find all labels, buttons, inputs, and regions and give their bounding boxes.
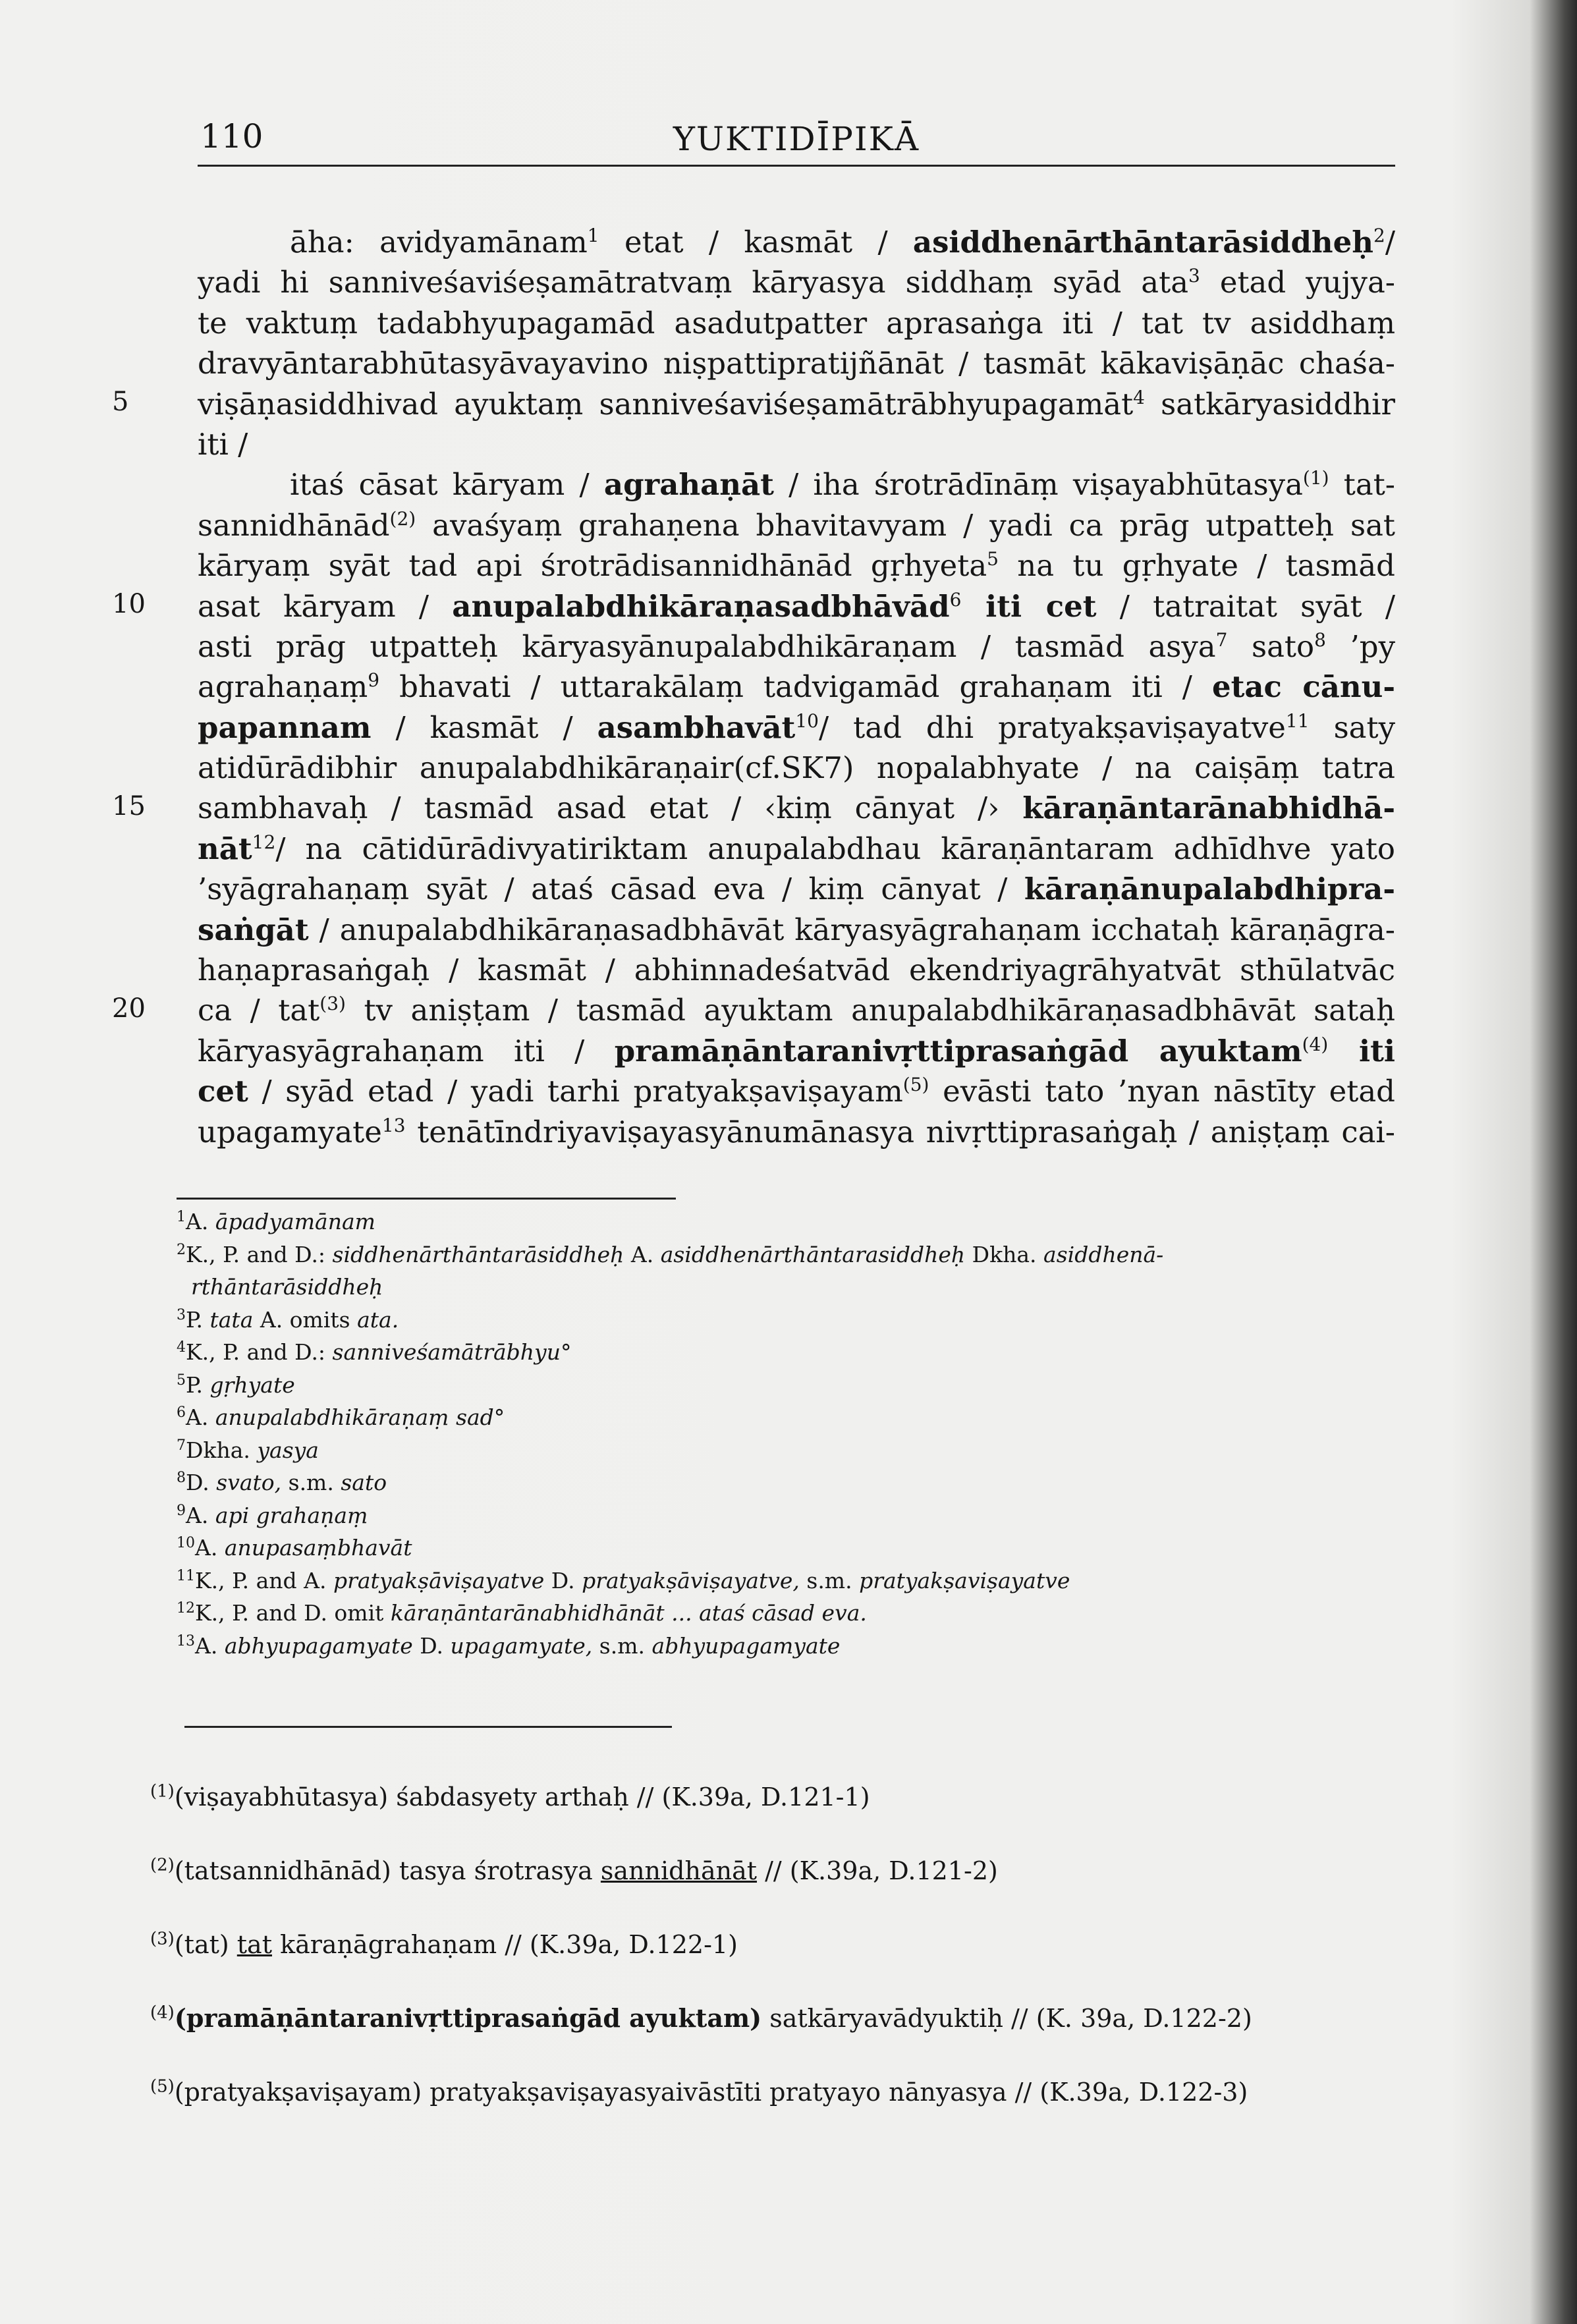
text-run: kāraṇāgrahaṇam // (K.39a, D.122-1) (271, 1930, 738, 1959)
roman-text: s.m. (281, 1470, 341, 1495)
text-run: agrahaṇaṃ (198, 669, 368, 705)
footnote (177, 1597, 1362, 1630)
text-run: itaś cāsat kāryam / (290, 467, 604, 503)
commentary-note (150, 2000, 1369, 2074)
footnote (177, 1271, 1362, 1304)
text-line (198, 1112, 1395, 1152)
bold-text: kāraṇānupalabdhipra- (1024, 872, 1395, 907)
text-run: pratyakṣaviṣayatve (859, 1567, 1070, 1593)
superscript-marker: (4) (150, 2003, 175, 2023)
text-run: tata (209, 1306, 254, 1333)
text-run: upagamyate (198, 1114, 382, 1149)
footnote (177, 1304, 1362, 1337)
superscript-marker: (1) (1302, 467, 1329, 489)
superscript-marker: 7 (1215, 628, 1228, 651)
superscript-marker: 11 (1285, 709, 1310, 732)
text-run: te vaktuṃ tadabhyupagamād asadutpatter aprasaṅga iti / tat tv asiddhaṃ (198, 305, 1395, 341)
text-run: / syād etad / yadi tarhi pratyakṣaviṣayam (248, 1074, 903, 1109)
text-run: ata. (357, 1306, 399, 1333)
text-run: asti prāg utpatteḥ kāryasyānupalabdhikāraṇam / tasmād asya (198, 628, 1216, 664)
page-header (198, 117, 1395, 167)
text-run: atidūrādibhir anupalabdhikāraṇair(cf.SK7) nopalabhyate / na caiṣāṃ tatra (198, 750, 1395, 786)
bold-text: cet (198, 1074, 248, 1109)
text-line (198, 1031, 1395, 1071)
text-line (198, 788, 1395, 828)
text-run: na tu gṛhyate / tasmād (999, 548, 1395, 584)
text-line (198, 990, 1395, 1030)
bold-text: papannam (198, 709, 372, 745)
text-run: svato, (216, 1470, 282, 1495)
text-run: (viṣayabhūtasya) śabdasyety arthaḥ // (K.39a, D.121-1) (174, 1783, 870, 1812)
superscript-marker: 12 (177, 1600, 195, 1617)
text-run: satkāryasiddhir (1145, 386, 1396, 422)
superscript-marker: 1 (587, 225, 599, 246)
text-run: gṛhyate (209, 1371, 295, 1398)
text-line (198, 748, 1395, 788)
line-number: 20 (112, 993, 146, 1024)
text-run: sannidhānād (198, 507, 390, 543)
text-run: (pratyakṣaviṣayam) pratyakṣaviṣayasyaivāstīti pratyayo nānyasya // (K.39a, D.122-3) (174, 2078, 1248, 2107)
text-run: sato (1227, 628, 1315, 664)
footnote (177, 1564, 1362, 1597)
roman-text: D. (412, 1632, 451, 1659)
text-run: sato (341, 1470, 387, 1495)
text-run: āpadyamānam (215, 1209, 375, 1234)
text-run: / anupalabdhikāraṇasadbhāvāt kāryasyāgrahaṇam icchataḥ kāraṇāgra- (308, 912, 1395, 947)
commentary-notes (150, 1779, 1369, 2147)
bold-text: agrahaṇāt (603, 467, 774, 503)
bold-text: iti cet (961, 588, 1097, 624)
text-line (198, 505, 1395, 545)
text-run: pratyakṣāviṣayatve, (582, 1567, 800, 1593)
roman-text: s.m. (799, 1567, 860, 1593)
text-line (198, 1071, 1395, 1111)
superscript-marker: 8 (1314, 628, 1326, 651)
roman-text: K., P. and D.: (186, 1339, 333, 1365)
text-run: haṇaprasaṅgaḥ / kasmāt / abhinnadeśatvād ekendriyagrāhyatvāt sthūlatvāc (198, 953, 1395, 988)
bold-text: (pramāṇāntaranivṛttiprasaṅgād ayuktam) (174, 2003, 762, 2033)
roman-text: A. (186, 1404, 215, 1430)
roman-text: A. (186, 1502, 215, 1528)
text-run: // (K.39a, D.121-2) (757, 1856, 998, 1885)
footnote (177, 1401, 1362, 1434)
bold-text: pramāṇāntaranivṛttiprasaṅgād ayuktam (614, 1033, 1302, 1068)
roman-text: A. (195, 1632, 225, 1659)
variant-footnotes (177, 1205, 1362, 1662)
footnote (177, 1336, 1362, 1369)
superscript-marker: 1 (177, 1209, 186, 1225)
superscript-marker: 11 (177, 1567, 195, 1584)
roman-text: P. (186, 1306, 210, 1333)
text-run: / iha śrotrādīnāṃ viṣayabhūtasya (773, 467, 1303, 503)
text-run: / tad dhi pratyakṣaviṣayatve (818, 709, 1286, 745)
superscript-marker: (3) (150, 1929, 175, 1949)
text-line (198, 667, 1395, 707)
footnote (177, 1205, 1362, 1238)
text-run: asiddhenā- (1043, 1241, 1164, 1267)
text-line (198, 384, 1395, 424)
bold-text: nāt (198, 831, 252, 866)
text-line (198, 910, 1395, 950)
text-run: iti / (198, 426, 248, 462)
text-run: tv aniṣṭam / tasmād ayuktam anupalabdhikāraṇasadbhāvāt sataḥ (345, 993, 1396, 1028)
roman-text: K., P. and A. (195, 1567, 333, 1593)
text-run: avaśyaṃ grahaṇena bhavitavyam / yadi ca prāg utpatteḥ sat (416, 507, 1395, 543)
footnote-separator (177, 1198, 676, 1200)
text-run: tenātīndriyaviṣayasyānumānasya nivṛttiprasaṅgaḥ / aniṣṭaṃ cai- (405, 1114, 1395, 1149)
underlined-text: tat (236, 1930, 272, 1959)
text-run: anupasaṃbhavāt (224, 1535, 412, 1561)
text-run: sanniveśamātrābhyu° (332, 1339, 572, 1365)
commentary-note (150, 1926, 1369, 2000)
text-line (198, 950, 1395, 990)
bold-text: saṅgāt (198, 912, 309, 947)
superscript-marker: (2) (389, 507, 416, 530)
bold-text: etac cānu- (1211, 669, 1396, 705)
text-run: rthāntarāsiddheḥ (191, 1274, 383, 1300)
roman-text: A. (195, 1535, 225, 1561)
superscript-marker: 9 (177, 1502, 186, 1519)
text-line (198, 464, 1395, 505)
footnote (177, 1434, 1362, 1467)
roman-text: K., P. and D. omit (195, 1600, 391, 1626)
roman-text: A. omits (253, 1306, 358, 1333)
superscript-marker: 13 (177, 1632, 195, 1649)
superscript-marker: 4 (1133, 386, 1145, 408)
superscript-marker: 8 (177, 1470, 186, 1486)
superscript-marker: (5) (150, 2076, 175, 2097)
footnote (177, 1466, 1362, 1499)
footnote (177, 1499, 1362, 1532)
superscript-marker: (1) (150, 1781, 175, 1802)
text-run: etat / kasmāt / (599, 225, 913, 260)
footnote (177, 1238, 1362, 1271)
text-line (198, 869, 1395, 909)
roman-text: P. (186, 1371, 210, 1398)
commentary-note (150, 1779, 1369, 1852)
roman-text: K., P. and D.: (186, 1241, 333, 1267)
superscript-marker: 9 (368, 669, 380, 692)
superscript-marker: 2 (177, 1241, 186, 1258)
footnote (177, 1369, 1362, 1402)
text-run: (tat) (174, 1930, 237, 1959)
superscript-marker: 2 (1373, 225, 1385, 246)
text-run: asat kāryam / (198, 588, 453, 624)
text-run: yasya (257, 1437, 319, 1463)
superscript-marker: 6 (177, 1404, 186, 1421)
text-run: saty (1309, 709, 1395, 745)
text-run: āha: avidyamānam (290, 225, 588, 260)
superscript-marker: (5) (902, 1074, 929, 1096)
bold-text: kāraṇāntarānabhidhā- (1022, 790, 1395, 826)
bold-text: asambhavāt (597, 709, 796, 745)
text-line (198, 222, 1395, 262)
text-run: abhyupagamyate (224, 1632, 413, 1659)
superscript-marker: 13 (381, 1114, 406, 1136)
superscript-marker: 5 (177, 1371, 186, 1389)
text-run: siddhenārthāntarāsiddheḥ (332, 1241, 624, 1267)
text-run: / (1385, 225, 1395, 260)
superscript-marker: (4) (1302, 1033, 1329, 1055)
text-run: satkāryavādyuktiḥ // (K. 39a, D.122-2) (761, 2004, 1252, 2033)
text-run: dravyāntarabhūtasyāvayavino niṣpattipratijñānāt / tasmāt kākaviṣāṇāc chaśa- (198, 346, 1395, 381)
page-number: 110 (200, 117, 263, 155)
text-run: / tatraitat syāt / (1096, 588, 1396, 624)
text-line (198, 829, 1395, 869)
line-number: 15 (112, 791, 146, 821)
text-run: (tatsannidhānād) tasya śrotrasya (174, 1856, 601, 1885)
text-run: kāraṇāntarānabhidhānāt ... ataś cāsad eva. (390, 1600, 867, 1626)
text-line (198, 545, 1395, 586)
roman-text: D. (544, 1567, 582, 1593)
text-line (198, 303, 1395, 343)
text-run: evāsti tato ’nyan nāstīty etad (929, 1074, 1395, 1109)
superscript-marker: 3 (177, 1306, 186, 1323)
superscript-marker: 5 (987, 548, 999, 570)
roman-text: A. (624, 1241, 661, 1267)
text-run: etad yujya- (1200, 265, 1395, 300)
text-run: sambhavaḥ / tasmād asad etat / ‹kiṃ cānyat /› (198, 790, 1023, 826)
text-run: api grahaṇaṃ (215, 1502, 368, 1528)
text-line (198, 586, 1395, 626)
text-run: / na cātidūrādivyatiriktam anupalabdhau kāraṇāntaram adhīdhve yato (275, 831, 1395, 866)
text-run: ’py (1325, 628, 1395, 664)
text-run: upagamyate, (450, 1632, 593, 1659)
text-run: ’syāgrahaṇaṃ syāt / ataś cāsad eva / kiṃ cānyat / (198, 872, 1024, 907)
roman-text: Dkha. (965, 1241, 1044, 1267)
text-line (198, 707, 1395, 748)
roman-text: Dkha. (186, 1437, 258, 1463)
underlined-text: sannidhānāt (600, 1856, 758, 1885)
text-run: viṣāṇasiddhivad ayuktaṃ sanniveśaviśeṣamātrābhyupagamāt (198, 386, 1134, 422)
text-line (198, 626, 1395, 667)
text-line (198, 424, 1395, 464)
superscript-marker: 3 (1188, 265, 1200, 287)
text-run: bhavati / uttarakālaṃ tadvigamād grahaṇam iti / (379, 669, 1212, 705)
line-number: 10 (112, 589, 146, 619)
footnote (177, 1630, 1362, 1663)
superscript-marker: 4 (177, 1339, 186, 1356)
superscript-marker: 10 (177, 1535, 195, 1551)
notes-separator (184, 1726, 672, 1728)
commentary-note (150, 2074, 1369, 2147)
bold-text: anupalabdhikāraṇasadbhāvād (452, 588, 950, 624)
main-text-block (198, 222, 1395, 1152)
text-run: ca / tat (198, 993, 320, 1028)
bold-text: iti (1328, 1033, 1395, 1068)
text-run: tat- (1329, 467, 1395, 503)
text-run: asiddhenārthāntarasiddheḥ (660, 1241, 966, 1267)
bold-text: asiddhenārthāntarāsiddheḥ (912, 225, 1373, 260)
text-line (198, 262, 1395, 302)
roman-text: s.m. (592, 1632, 652, 1659)
text-run: yadi hi sanniveśaviśeṣamātratvaṃ kāryasya siddhaṃ syād ata (198, 265, 1189, 300)
text-run: pratyakṣāviṣayatve (333, 1567, 545, 1593)
text-run: kāryaṃ syāt tad api śrotrādisannidhānād gṛhyeta (198, 548, 987, 584)
footnote (177, 1532, 1362, 1564)
superscript-marker: 6 (949, 588, 962, 611)
superscript-marker: 10 (795, 709, 819, 732)
text-run: / kasmāt / (371, 709, 597, 745)
superscript-marker: 7 (177, 1437, 186, 1454)
line-number: 5 (112, 387, 129, 417)
superscript-marker: 12 (252, 831, 276, 853)
text-line (198, 343, 1395, 383)
text-run: anupalabdhikāraṇaṃ sad° (215, 1404, 505, 1430)
commentary-note (150, 1852, 1369, 1926)
superscript-marker: (2) (150, 1855, 175, 1875)
roman-text: D. (186, 1470, 217, 1495)
text-run: abhyupagamyate (651, 1632, 841, 1659)
roman-text: A. (186, 1209, 215, 1234)
text-run: kāryasyāgrahaṇam iti / (198, 1033, 615, 1068)
superscript-marker: (3) (319, 993, 346, 1015)
running-title: YUKTIDĪPIKĀ (673, 120, 920, 158)
